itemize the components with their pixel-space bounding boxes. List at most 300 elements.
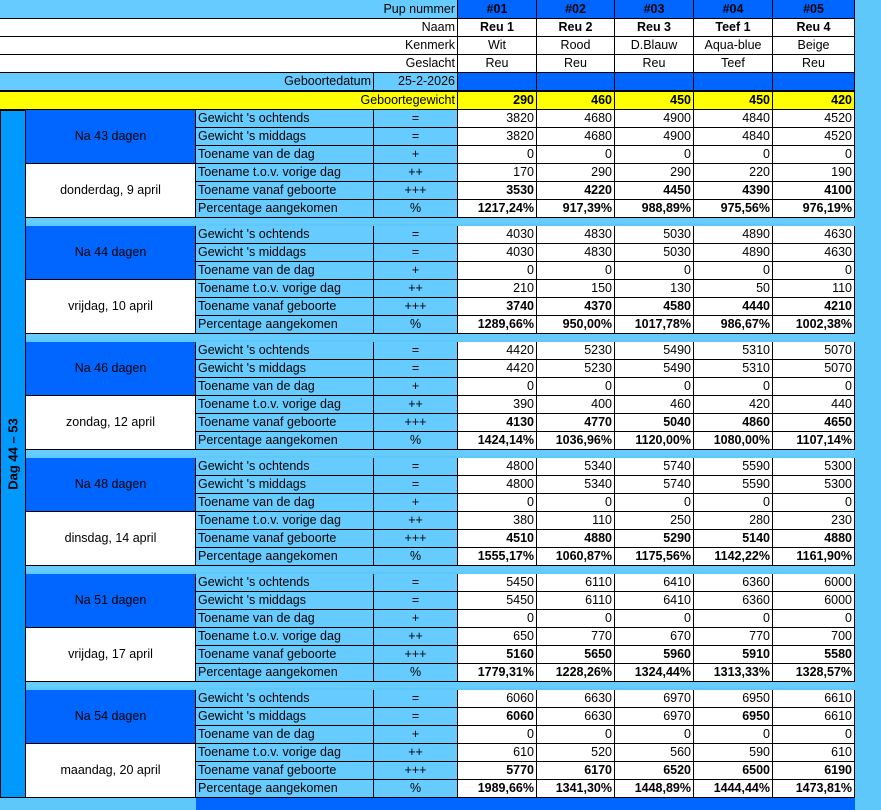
row-symbol: =	[374, 458, 458, 476]
value-cell: 0	[537, 146, 615, 164]
value-cell: 6360	[694, 574, 773, 592]
row-label: Percentage aangekomen	[196, 432, 374, 450]
block-separator	[26, 334, 855, 340]
value-cell: 5740	[615, 476, 694, 494]
geslacht-label: Geslacht	[0, 55, 458, 73]
pup-geboortegewicht-1: 290	[458, 91, 537, 110]
date-label: dinsdag, 14 april	[26, 512, 196, 566]
value-cell: 6630	[537, 690, 615, 708]
value-cell: 0	[694, 262, 773, 280]
pup-nummer-3: #03	[615, 0, 694, 19]
row-symbol: %	[374, 432, 458, 450]
row-symbol: +++	[374, 298, 458, 316]
value-cell: 3820	[458, 128, 537, 146]
pup-geboortedatum-empty-1	[458, 73, 537, 91]
value-cell: 4420	[458, 342, 537, 360]
value-cell: 250	[615, 512, 694, 530]
bottom-bar	[196, 798, 855, 810]
value-cell: 5030	[615, 226, 694, 244]
row-label: Gewicht 's middags	[196, 128, 374, 146]
value-cell: 6630	[537, 708, 615, 726]
pup-geboortedatum-empty-5	[773, 73, 855, 91]
value-cell: 1448,89%	[615, 780, 694, 798]
row-symbol: =	[374, 592, 458, 610]
value-cell: 4860	[694, 414, 773, 432]
pup-kenmerk-1: Wit	[458, 37, 537, 55]
value-cell: 4030	[458, 244, 537, 262]
value-cell: 210	[458, 280, 537, 298]
row-label: Percentage aangekomen	[196, 664, 374, 682]
value-cell: 1120,00%	[615, 432, 694, 450]
pup-naam-1: Reu 1	[458, 19, 537, 37]
row-label: Gewicht 's middags	[196, 244, 374, 262]
date-label: maandag, 20 april	[26, 744, 196, 798]
value-cell: 5450	[458, 592, 537, 610]
row-symbol: %	[374, 316, 458, 334]
value-cell: 4840	[694, 128, 773, 146]
value-cell: 4450	[615, 182, 694, 200]
value-cell: 4900	[615, 128, 694, 146]
value-cell: 5490	[615, 342, 694, 360]
value-cell: 6970	[615, 708, 694, 726]
block-separator	[26, 682, 855, 688]
row-label: Toename vanaf geboorte	[196, 298, 374, 316]
row-symbol: =	[374, 244, 458, 262]
row-symbol: =	[374, 128, 458, 146]
pup-geslacht-2: Reu	[537, 55, 615, 73]
value-cell: 917,39%	[537, 200, 615, 218]
value-cell: 0	[694, 146, 773, 164]
value-cell: 4890	[694, 226, 773, 244]
value-cell: 950,00%	[537, 316, 615, 334]
row-label: Gewicht 's ochtends	[196, 574, 374, 592]
value-cell: 520	[537, 744, 615, 762]
value-cell: 0	[615, 494, 694, 512]
pup-kenmerk-3: D.Blauw	[615, 37, 694, 55]
row-symbol: +	[374, 378, 458, 396]
value-cell: 4830	[537, 244, 615, 262]
pup-geslacht-1: Reu	[458, 55, 537, 73]
row-symbol: +++	[374, 414, 458, 432]
value-cell: 6000	[773, 574, 855, 592]
value-cell: 5590	[694, 476, 773, 494]
pup-naam-4: Teef 1	[694, 19, 773, 37]
value-cell: 0	[615, 262, 694, 280]
value-cell: 0	[537, 610, 615, 628]
row-symbol: =	[374, 476, 458, 494]
value-cell: 0	[773, 610, 855, 628]
value-cell: 1324,44%	[615, 664, 694, 682]
pup-geboortegewicht-4: 450	[694, 91, 773, 110]
row-symbol: %	[374, 200, 458, 218]
row-label: Percentage aangekomen	[196, 780, 374, 798]
value-cell: 0	[694, 726, 773, 744]
value-cell: 110	[537, 512, 615, 530]
value-cell: 4580	[615, 298, 694, 316]
row-symbol: =	[374, 708, 458, 726]
row-label: Toename t.o.v. vorige dag	[196, 280, 374, 298]
value-cell: 4520	[773, 128, 855, 146]
pup-geslacht-5: Reu	[773, 55, 855, 73]
geboortedatum-label: Geboortedatum	[0, 73, 374, 91]
row-symbol: %	[374, 548, 458, 566]
row-label: Percentage aangekomen	[196, 200, 374, 218]
value-cell: 975,56%	[694, 200, 773, 218]
value-cell: 170	[458, 164, 537, 182]
value-cell: 610	[773, 744, 855, 762]
value-cell: 6060	[458, 708, 537, 726]
value-cell: 0	[615, 726, 694, 744]
value-cell: 4220	[537, 182, 615, 200]
block-separator	[26, 218, 855, 224]
value-cell: 4840	[694, 110, 773, 128]
value-cell: 110	[773, 280, 855, 298]
date-label: donderdag, 9 april	[26, 164, 196, 218]
value-cell: 0	[773, 726, 855, 744]
days-since-birth-label: Na 46 dagen	[26, 342, 196, 396]
naam-label: Naam	[0, 19, 458, 37]
side-day-range-label: Dag 44 – 53	[0, 110, 26, 798]
value-cell: 6360	[694, 592, 773, 610]
row-label: Percentage aangekomen	[196, 548, 374, 566]
date-label: vrijdag, 17 april	[26, 628, 196, 682]
value-cell: 5070	[773, 342, 855, 360]
value-cell: 0	[458, 726, 537, 744]
value-cell: 4770	[537, 414, 615, 432]
value-cell: 4030	[458, 226, 537, 244]
value-cell: 420	[694, 396, 773, 414]
value-cell: 5580	[773, 646, 855, 664]
value-cell: 6950	[694, 708, 773, 726]
value-cell: 6110	[537, 574, 615, 592]
value-cell: 0	[537, 378, 615, 396]
row-symbol: ++	[374, 164, 458, 182]
value-cell: 380	[458, 512, 537, 530]
pup-geslacht-3: Reu	[615, 55, 694, 73]
row-symbol: %	[374, 664, 458, 682]
value-cell: 5040	[615, 414, 694, 432]
value-cell: 280	[694, 512, 773, 530]
value-cell: 5290	[615, 530, 694, 548]
value-cell: 0	[694, 610, 773, 628]
row-symbol: =	[374, 690, 458, 708]
row-label: Gewicht 's middags	[196, 592, 374, 610]
value-cell: 1313,33%	[694, 664, 773, 682]
value-cell: 1017,78%	[615, 316, 694, 334]
date-label: zondag, 12 april	[26, 396, 196, 450]
value-cell: 0	[773, 494, 855, 512]
row-symbol: ++	[374, 396, 458, 414]
value-cell: 5230	[537, 360, 615, 378]
value-cell: 440	[773, 396, 855, 414]
pup-kenmerk-5: Beige	[773, 37, 855, 55]
value-cell: 4440	[694, 298, 773, 316]
value-cell: 4630	[773, 226, 855, 244]
value-cell: 1989,66%	[458, 780, 537, 798]
row-label: Toename van de dag	[196, 146, 374, 164]
row-label: Gewicht 's middags	[196, 360, 374, 378]
value-cell: 988,89%	[615, 200, 694, 218]
value-cell: 0	[773, 262, 855, 280]
value-cell: 1473,81%	[773, 780, 855, 798]
value-cell: 6410	[615, 592, 694, 610]
row-symbol: =	[374, 360, 458, 378]
value-cell: 400	[537, 396, 615, 414]
value-cell: 610	[458, 744, 537, 762]
value-cell: 4680	[537, 128, 615, 146]
value-cell: 1444,44%	[694, 780, 773, 798]
row-symbol: +++	[374, 182, 458, 200]
row-label: Gewicht 's ochtends	[196, 226, 374, 244]
value-cell: 150	[537, 280, 615, 298]
pup-nummer-4: #04	[694, 0, 773, 19]
value-cell: 130	[615, 280, 694, 298]
value-cell: 770	[537, 628, 615, 646]
pup-nummer-2: #02	[537, 0, 615, 19]
value-cell: 1341,30%	[537, 780, 615, 798]
row-symbol: +++	[374, 762, 458, 780]
row-symbol: +	[374, 146, 458, 164]
row-symbol: +	[374, 726, 458, 744]
days-since-birth-label: Na 44 dagen	[26, 226, 196, 280]
value-cell: 4630	[773, 244, 855, 262]
pup-geboortegewicht-5: 420	[773, 91, 855, 110]
pup-geboortedatum-empty-3	[615, 73, 694, 91]
value-cell: 670	[615, 628, 694, 646]
value-cell: 6060	[458, 690, 537, 708]
pup-naam-3: Reu 3	[615, 19, 694, 37]
value-cell: 4510	[458, 530, 537, 548]
pup-naam-5: Reu 4	[773, 19, 855, 37]
row-label: Toename van de dag	[196, 494, 374, 512]
value-cell: 3820	[458, 110, 537, 128]
value-cell: 1142,22%	[694, 548, 773, 566]
value-cell: 0	[537, 262, 615, 280]
pup-geslacht-4: Teef	[694, 55, 773, 73]
geboortedatum-value: 25-2-2026	[374, 73, 458, 91]
value-cell: 4100	[773, 182, 855, 200]
value-cell: 0	[458, 494, 537, 512]
value-cell: 4800	[458, 458, 537, 476]
value-cell: 0	[615, 610, 694, 628]
value-cell: 0	[458, 610, 537, 628]
row-symbol: +	[374, 610, 458, 628]
row-symbol: =	[374, 342, 458, 360]
block-separator	[26, 450, 855, 456]
row-label: Percentage aangekomen	[196, 316, 374, 334]
row-label: Toename van de dag	[196, 378, 374, 396]
value-cell: 1555,17%	[458, 548, 537, 566]
days-since-birth-label: Na 54 dagen	[26, 690, 196, 744]
value-cell: 460	[615, 396, 694, 414]
value-cell: 5490	[615, 360, 694, 378]
value-cell: 1002,38%	[773, 316, 855, 334]
value-cell: 5070	[773, 360, 855, 378]
value-cell: 290	[615, 164, 694, 182]
row-label: Toename vanaf geboorte	[196, 646, 374, 664]
pup-nummer-1: #01	[458, 0, 537, 19]
value-cell: 5140	[694, 530, 773, 548]
value-cell: 5300	[773, 458, 855, 476]
value-cell: 190	[773, 164, 855, 182]
row-symbol: ++	[374, 744, 458, 762]
row-label: Toename vanaf geboorte	[196, 530, 374, 548]
days-since-birth-label: Na 43 dagen	[26, 110, 196, 164]
value-cell: 986,67%	[694, 316, 773, 334]
value-cell: 3530	[458, 182, 537, 200]
kenmerk-label: Kenmerk	[0, 37, 458, 55]
value-cell: 0	[615, 378, 694, 396]
value-cell: 6000	[773, 592, 855, 610]
row-symbol: ++	[374, 280, 458, 298]
row-label: Gewicht 's ochtends	[196, 458, 374, 476]
value-cell: 4900	[615, 110, 694, 128]
value-cell: 650	[458, 628, 537, 646]
value-cell: 976,19%	[773, 200, 855, 218]
value-cell: 6110	[537, 592, 615, 610]
value-cell: 1217,24%	[458, 200, 537, 218]
value-cell: 5310	[694, 360, 773, 378]
pup-geboortedatum-empty-2	[537, 73, 615, 91]
pup-geboortegewicht-2: 460	[537, 91, 615, 110]
value-cell: 4800	[458, 476, 537, 494]
pup-nummer-label: Pup nummer	[0, 0, 458, 19]
value-cell: 6610	[773, 708, 855, 726]
value-cell: 5340	[537, 476, 615, 494]
value-cell: 590	[694, 744, 773, 762]
days-since-birth-label: Na 48 dagen	[26, 458, 196, 512]
value-cell: 390	[458, 396, 537, 414]
days-since-birth-label: Na 51 dagen	[26, 574, 196, 628]
value-cell: 5230	[537, 342, 615, 360]
row-symbol: +++	[374, 530, 458, 548]
row-label: Gewicht 's ochtends	[196, 342, 374, 360]
value-cell: 5340	[537, 458, 615, 476]
row-symbol: ++	[374, 628, 458, 646]
pup-nummer-5: #05	[773, 0, 855, 19]
value-cell: 0	[458, 378, 537, 396]
value-cell: 50	[694, 280, 773, 298]
value-cell: 0	[694, 494, 773, 512]
value-cell: 4130	[458, 414, 537, 432]
value-cell: 5310	[694, 342, 773, 360]
value-cell: 4830	[537, 226, 615, 244]
value-cell: 230	[773, 512, 855, 530]
row-label: Gewicht 's ochtends	[196, 110, 374, 128]
date-label: vrijdag, 10 april	[26, 280, 196, 334]
row-symbol: =	[374, 574, 458, 592]
value-cell: 5300	[773, 476, 855, 494]
value-cell: 1161,90%	[773, 548, 855, 566]
pup-kenmerk-4: Aqua-blue	[694, 37, 773, 55]
value-cell: 0	[537, 726, 615, 744]
value-cell: 770	[694, 628, 773, 646]
block-separator	[26, 566, 855, 572]
value-cell: 5590	[694, 458, 773, 476]
value-cell: 0	[458, 146, 537, 164]
row-symbol: %	[374, 780, 458, 798]
row-label: Toename t.o.v. vorige dag	[196, 164, 374, 182]
row-symbol: +	[374, 262, 458, 280]
row-label: Toename t.o.v. vorige dag	[196, 628, 374, 646]
value-cell: 1779,31%	[458, 664, 537, 682]
value-cell: 5770	[458, 762, 537, 780]
value-cell: 6500	[694, 762, 773, 780]
value-cell: 1107,14%	[773, 432, 855, 450]
row-label: Toename vanaf geboorte	[196, 182, 374, 200]
value-cell: 4420	[458, 360, 537, 378]
pup-kenmerk-2: Rood	[537, 37, 615, 55]
value-cell: 4880	[773, 530, 855, 548]
pup-geboortedatum-empty-4	[694, 73, 773, 91]
value-cell: 6170	[537, 762, 615, 780]
value-cell: 5960	[615, 646, 694, 664]
row-symbol: =	[374, 110, 458, 128]
row-label: Gewicht 's ochtends	[196, 690, 374, 708]
value-cell: 5910	[694, 646, 773, 664]
value-cell: 700	[773, 628, 855, 646]
value-cell: 1424,14%	[458, 432, 537, 450]
geboortegewicht-label: Geboortegewicht	[0, 91, 458, 110]
value-cell: 5160	[458, 646, 537, 664]
value-cell: 0	[537, 494, 615, 512]
value-cell: 0	[615, 146, 694, 164]
row-label: Toename vanaf geboorte	[196, 414, 374, 432]
pup-geboortegewicht-3: 450	[615, 91, 694, 110]
value-cell: 1289,66%	[458, 316, 537, 334]
row-label: Gewicht 's middags	[196, 476, 374, 494]
value-cell: 1328,57%	[773, 664, 855, 682]
row-symbol: +++	[374, 646, 458, 664]
value-cell: 3740	[458, 298, 537, 316]
value-cell: 4520	[773, 110, 855, 128]
row-label: Toename van de dag	[196, 610, 374, 628]
row-symbol: =	[374, 226, 458, 244]
value-cell: 6190	[773, 762, 855, 780]
value-cell: 5030	[615, 244, 694, 262]
value-cell: 0	[694, 378, 773, 396]
value-cell: 1060,87%	[537, 548, 615, 566]
value-cell: 0	[458, 262, 537, 280]
value-cell: 5650	[537, 646, 615, 664]
row-label: Toename vanaf geboorte	[196, 762, 374, 780]
value-cell: 4390	[694, 182, 773, 200]
value-cell: 220	[694, 164, 773, 182]
value-cell: 1036,96%	[537, 432, 615, 450]
value-cell: 4370	[537, 298, 615, 316]
value-cell: 6610	[773, 690, 855, 708]
value-cell: 290	[537, 164, 615, 182]
row-symbol: ++	[374, 512, 458, 530]
row-label: Toename t.o.v. vorige dag	[196, 396, 374, 414]
value-cell: 0	[773, 378, 855, 396]
value-cell: 1228,26%	[537, 664, 615, 682]
row-label: Gewicht 's middags	[196, 708, 374, 726]
value-cell: 4880	[537, 530, 615, 548]
value-cell: 0	[773, 146, 855, 164]
value-cell: 1175,56%	[615, 548, 694, 566]
value-cell: 4210	[773, 298, 855, 316]
row-label: Toename van de dag	[196, 726, 374, 744]
value-cell: 6970	[615, 690, 694, 708]
value-cell: 6410	[615, 574, 694, 592]
value-cell: 6950	[694, 690, 773, 708]
value-cell: 4650	[773, 414, 855, 432]
value-cell: 5740	[615, 458, 694, 476]
row-symbol: +	[374, 494, 458, 512]
value-cell: 1080,00%	[694, 432, 773, 450]
value-cell: 6520	[615, 762, 694, 780]
